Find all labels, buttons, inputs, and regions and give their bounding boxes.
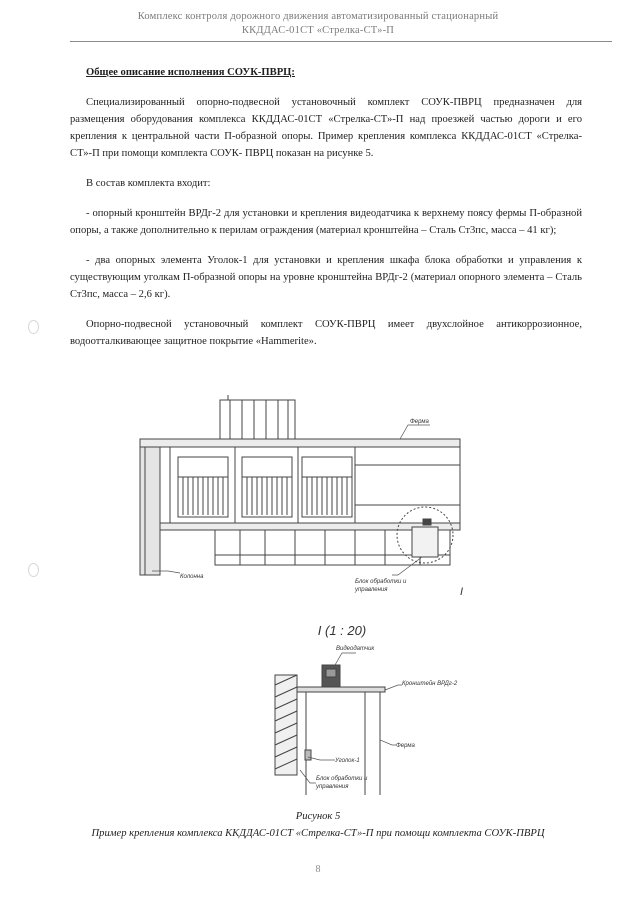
body-text bbox=[70, 64, 582, 363]
header-line-1: Комплекс контроля дорожного движения автоматизированный стационарный bbox=[137, 11, 499, 22]
figure-caption bbox=[0, 808, 636, 842]
running-header bbox=[0, 10, 636, 38]
processing-unit-cabinet bbox=[412, 527, 438, 557]
header-line-2: ККДДАС-01СТ «Стрелка-СТ»-П bbox=[241, 25, 395, 36]
page-number: 8 bbox=[315, 864, 321, 875]
panel-1 bbox=[178, 457, 228, 517]
scan-punch-hole bbox=[28, 563, 39, 577]
truss-top-chord bbox=[140, 439, 460, 447]
column bbox=[140, 447, 160, 575]
detail-title: I (1 : 20) bbox=[317, 623, 367, 638]
label-ugolok: Уголок-1 bbox=[335, 758, 360, 764]
paragraph-angle-elements: - два опорных элемента Уголок-1 для установки и крепления шкафа блока обработки и управления к существующим уголкам П-образной опоры на уровне кронштейна ВРДг-2 (материал опорного элемента – Сталь Ст3пс, масса – 2,6 кг). bbox=[70, 255, 582, 300]
paragraph-bracket: - опорный кронштейн ВРДг-2 для установки и крепления видеодатчика к верхнему поясу фермы П-образной опоры, а также дополнительно к перилам ограждения (материал кронштейна – Сталь Ст3пс, масса – 41 кг); bbox=[70, 208, 582, 236]
header-rule bbox=[70, 41, 612, 42]
label-callout-i: I bbox=[460, 586, 464, 598]
section-title: Общее описание исполнения СОУК-ПВРЦ: bbox=[86, 67, 295, 78]
figure-number: Рисунок 5 bbox=[295, 811, 341, 822]
top-cabinet bbox=[220, 400, 295, 442]
video-sensor-small bbox=[423, 519, 431, 525]
label-ferma: Ферма bbox=[410, 419, 429, 425]
scan-punch-hole bbox=[28, 320, 39, 334]
panel-3 bbox=[302, 457, 352, 517]
label-ferma-detail: Ферма bbox=[396, 743, 415, 749]
figure-5-drawing bbox=[130, 395, 490, 805]
panel-2 bbox=[242, 457, 292, 517]
label-blok-line2: управления bbox=[355, 587, 388, 593]
label-videodatchik: Видеодатчик bbox=[336, 646, 375, 652]
paragraph-kit-contents: В состав комплекта входит: bbox=[86, 178, 211, 189]
paragraph-coating: Опорно-подвесной установочный комплект СОУК-ПВРЦ имеет двухслойное антикоррозионное, водоотталкивающее защитное покрытие «Hammerite». bbox=[70, 319, 582, 347]
label-kronshtein: Кронштейн ВРДг-2 bbox=[402, 681, 458, 687]
figure-caption-text: Пример крепления комплекса ККДДАС-01СТ «Стрелка-СТ»-П при помощи комплекта СОУК-ПВРЦ bbox=[91, 828, 545, 839]
label-kolonna: Колонна bbox=[180, 574, 204, 580]
label-blok2-line1: Блок обработки и bbox=[316, 776, 368, 782]
paragraph-purpose: Специализированный опорно-подвесной установочный комплект СОУК-ПВРЦ предназначен для размещения оборудования комплекса ККДДАС-01СТ «Стрелка-СТ»-П над проезжей частью дороги и его крепления к центральной части П-образной опоры. Пример крепления комплекса ККДДАС-01СТ «Стрелка-СТ»-П при помощи комплекта СОУК- ПВРЦ показан на рисунке 5. bbox=[70, 97, 582, 159]
label-blok-line1: Блок обработки и bbox=[355, 579, 407, 585]
label-blok2-line2: управления bbox=[316, 784, 349, 790]
